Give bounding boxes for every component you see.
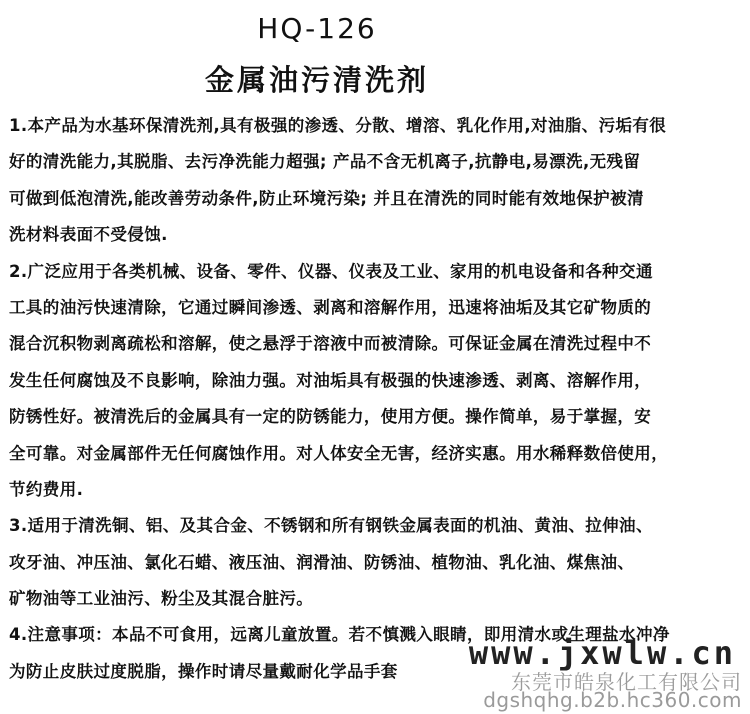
product-code-title: HQ-126 [257,12,377,45]
body-line: 防锈性好。被清洗后的金属具有一定的防锈能力，使用方便。操作简单，易于掌握，安 [9,407,652,427]
body-line: 混合沉积物剥离疏松和溶解，使之悬浮于溶液中而被清除。可保证金属在清洗过程中不 [9,334,652,354]
body-line: 1.本产品为水基环保清洗剂,具有极强的渗透、分散、增溶、乳化作用,对油脂、污垢有很 [9,116,667,135]
company-watermark: 东莞市皓泉化工有限公司 [511,670,742,694]
body-line: 好的清洗能力,其脱脂、去污净洗能力超强; 产品不含无机离子,抗静电,易漂洗,无残留 [9,152,641,172]
body-line: 节约费用. [9,479,84,499]
body-line: 攻牙油、冲压油、氯化石蜡、液压油、润滑油、防锈油、植物油、乳化油、煤焦油、 [9,552,635,572]
body-line: 可做到低泡清洗,能改善劳动条件,防止环境污染; 并且在清洗的同时能有效地保护被清 [9,188,644,208]
body-line: 3.适用于清洗铜、铝、及其合金、不锈钢和所有钢铁金属表面的机油、黄油、拉伸油、 [9,516,653,536]
body-line: 2.广泛应用于各类机械、设备、零件、仪器、仪表及工业、家用的机电设备和各种交通 [9,261,653,281]
description-body [9,108,747,690]
body-line: 全可靠。对金属部件无任何腐蚀作用。对人体安全无害，经济实惠。用水稀释数倍使用， [9,443,669,463]
body-line: 4.注意事项：本品不可食用，远离儿童放置。若不慎溅入眼睛，即用清水或生理盐水冲净 [9,625,670,645]
body-line: 洗材料表面不受侵蚀. [9,225,168,245]
body-line: 工具的油污快速清除，它通过瞬间渗透、剥离和溶解作用，迅速将油垢及其它矿物质的 [9,297,652,317]
body-line: 矿物油等工业油污、粉尘及其混合脏污。 [9,589,314,609]
domain-watermark: dgshqhg.b2b.hc360.com [483,688,742,712]
product-name-title: 金属油污清洗剂 [204,63,429,97]
body-line: 发生任何腐蚀及不良影响，除油力强。对油垢具有极强的快速渗透、剥离、溶解作用， [9,370,652,390]
website-watermark: www.jxwlw.cn [468,634,736,672]
body-line: 为防止皮肤过度脱脂，操作时请尽量戴耐化学品手套 [9,661,398,681]
